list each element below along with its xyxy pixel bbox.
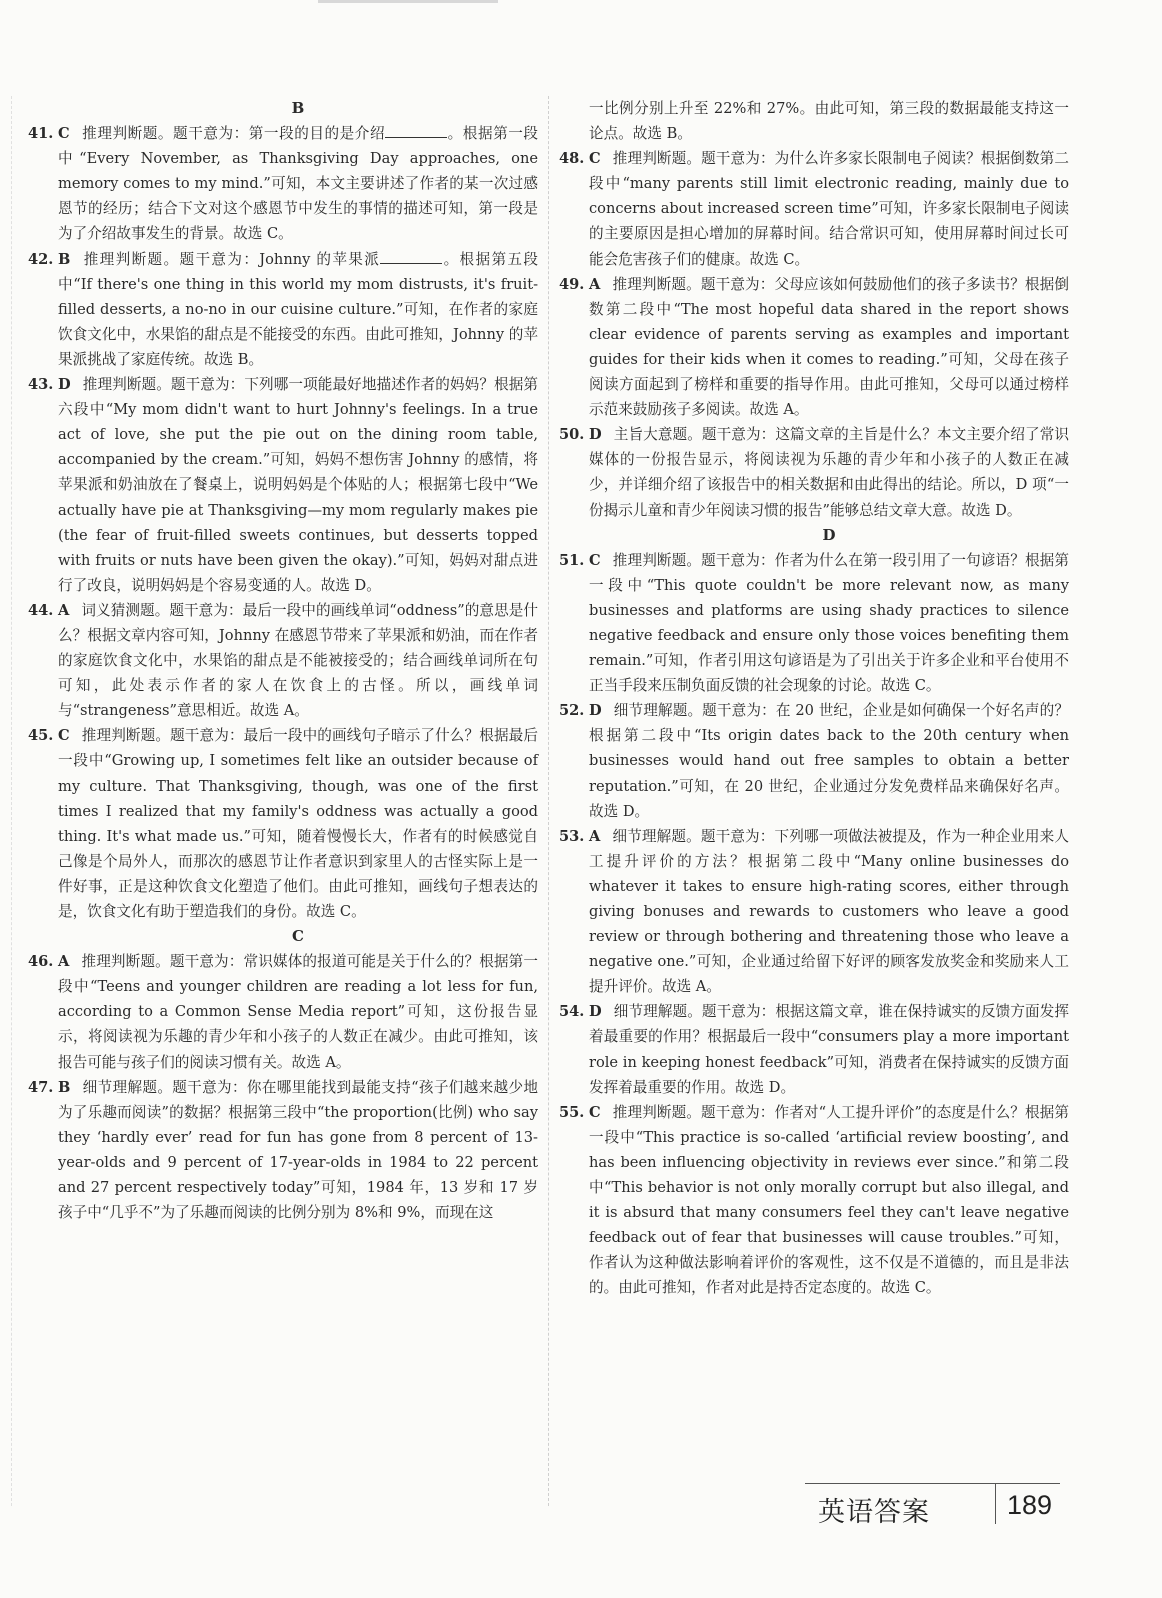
question-number: 42. bbox=[28, 250, 54, 268]
footer-label: 英语答案 bbox=[818, 1497, 930, 1528]
explanation-text: 。根据第一段中“Every November, as Thanksgiving Day approaches, one memory comes to my mind.”可知，本文主要讲述了作者的某一次过感恩节的经历；结合下文对这个感恩节中发生的事情的描述可知，第一段是为了介绍故事发生的背景。故选 C。 bbox=[58, 125, 538, 243]
answer-43 bbox=[28, 372, 538, 598]
question-number: 47. bbox=[28, 1078, 54, 1096]
explanation-text: 推理判断题。题干意为：为什么许多家长限制电子阅读？根据倒数第二段中“many parents still limit electronic reading, mainly due to concerns about increased screen time”可知，许多家长限制电子阅读的主要原因是担心增加的屏幕时间。结合常识可知，使用屏幕时间过长可能会危害孩子们的健康。故选 C。 bbox=[589, 150, 1069, 268]
question-number: 54. bbox=[559, 1003, 585, 1021]
explanation-text: 细节理解题。题干意为：在 20 世纪，企业是如何确保一个好名声的？根据第二段中“Its origin dates back to the 20th century when businesses would hand out free samples to obtain a better reputation.”可知，在 20 世纪，企业通过分发免费样品来确保好名声。故选 D。 bbox=[589, 702, 1069, 820]
answer-letter: B bbox=[58, 1078, 71, 1096]
answer-44 bbox=[28, 598, 538, 723]
explanation-text: 推理判断题。题干意为：作者对“人工提升评价”的态度是什么？根据第一段中“This practice is so-called ‘artificial review boosting’, and has been influencing objectivity in reviews ever since.”和第二段中“This behavior is not only morally corrupt but also illegal, and it is absurd that many consumers feel they can't leave negative feedback out of fear that businesses will cause troubles.”可知，作者认为这种做法影响着评价的客观性，这不仅是不道德的，而且是非法的。由此可推知，作者对此是持否定态度的。故选 C。 bbox=[589, 1103, 1069, 1297]
answer-54 bbox=[559, 999, 1069, 1099]
column-divider bbox=[548, 96, 549, 1506]
question-number: 41. bbox=[28, 125, 54, 143]
explanation-text: 推理判断题。题干意为：下列哪一项能最好地描述作者的妈妈？根据第六段中“My mom didn't want to hurt Johnny's feelings. In a true act of love, she put the pie out on the dining room table, accompanied by the cream.”可知，妈妈不想伤害 Johnny 的感情，将苹果派和奶油放在了餐桌上，说明妈妈是个体贴的人；根据第七段中“We actually have pie at Thanksgiving—my mom regularly makes pie (the fear of fruit-filled sweets continues, but desserts topped with fruits or nuts have been given the okay).”可知，妈妈对甜点进行了改良，说明妈妈是个容易变通的人。故选 D。 bbox=[58, 376, 538, 594]
explanation-text: 推理判断题。题干意为：第一段的目的是介绍 bbox=[81, 125, 386, 143]
footer-separator bbox=[995, 1484, 996, 1524]
question-number: 53. bbox=[559, 827, 585, 845]
answer-52 bbox=[559, 698, 1069, 823]
explanation-text: 词义猜测题。题干意为：最后一段中的画线单词“oddness”的意思是什么？根据文章内容可知，Johnny 在感恩节带来了苹果派和奶油，而在作者的家庭饮食文化中，水果馅的甜点是不能被接受的；结合画线单词所在句可知，此处表示作者的家人在饮食上的古怪。所以，画线单词与“strangeness”意思相近。故选 A。 bbox=[58, 601, 538, 720]
page-number: 189 bbox=[1007, 1490, 1053, 1520]
explanation-text: 推理判断题。题干意为：最后一段中的画线句子暗示了什么？根据最后一段中“Growing up, I sometimes felt like an outsider because of my culture. That Thanksgiving, though, was one of the first times I realized that my family's oddness was actually a good thing. It's what made us.”可知，随着慢慢长大，作者有的时候感觉自己像是个局外人，而那次的感恩节让作者意识到家里人的古怪实际上是一件好事，正是这种饮食文化塑造了他们。由此可推知，画线句子想表达的是，饮食文化有助于塑造我们的身份。故选 C。 bbox=[58, 727, 538, 920]
answer-letter: C bbox=[589, 150, 601, 168]
question-number: 50. bbox=[559, 426, 585, 444]
question-number: 46. bbox=[28, 953, 54, 971]
question-number: 55. bbox=[559, 1103, 585, 1121]
fill-blank bbox=[380, 249, 442, 264]
left-column bbox=[28, 96, 538, 1225]
answer-42 bbox=[28, 247, 538, 372]
question-number: 45. bbox=[28, 727, 54, 745]
answer-letter: A bbox=[589, 275, 601, 293]
answer-41 bbox=[28, 121, 538, 246]
answer-47 bbox=[28, 1075, 538, 1226]
explanation-text: 推理判断题。题干意为：Johnny 的苹果派 bbox=[82, 250, 381, 268]
explanation-text: 。根据第五段中“If there's one thing in this world my mom distrusts, it's fruit-filled desserts, a no-no in our cuisine culture.”可知，在作者的家庭饮食文化中，水果馅的甜点是不能接受的东西。由此可推知，Johnny 的苹果派挑战了家庭传统。故选 B。 bbox=[58, 250, 538, 368]
fill-blank bbox=[385, 123, 447, 138]
answer-47-continued bbox=[589, 96, 1069, 146]
answer-53 bbox=[559, 824, 1069, 1000]
answer-letter: D bbox=[58, 376, 71, 394]
explanation-text: 细节理解题。题干意为：下列哪一项做法被提及，作为一种企业用来人工提升评价的方法？根据第二段中“Many online businesses do whatever it takes to ensure high-rating scores, either through giving bonuses and rewards to customers who leave a good review or through bothering and threatening those who leave a negative one.”可知，企业通过给留下好评的顾客发放奖金和奖励来人工提升评价。故选 A。 bbox=[589, 827, 1069, 996]
question-number: 52. bbox=[559, 702, 585, 720]
explanation-text: 细节理解题。题干意为：你在哪里能找到最能支持“孩子们越来越少地为了乐趣而阅读”的数据？根据第三段中“the proportion(比例) who say they ‘hardly ever’ read for fun has gone from 8 percent of 13-year-olds and 9 percent of 17-year-olds in 1984 to 22 percent and 27 percent respectively today”可知，1984 年，13 岁和 17 岁孩子中“几乎不”为了乐趣而阅读的比例分别为 8%和 9%，而现在这 bbox=[58, 1078, 538, 1222]
answer-letter: C bbox=[58, 727, 70, 745]
right-column bbox=[559, 96, 1069, 1301]
answer-letter: A bbox=[58, 601, 70, 619]
explanation-text: 推理判断题。题干意为：作者为什么在第一段引用了一句谚语？根据第一段中“This quote couldn't be more relevant now, as many businesses and platforms are using shady practices to silence negative feedback and ensure only those voices benefiting them remain.”可知，作者引用这句谚语是为了引出关于许多企业和平台使用不正当手段来压制负面反馈的社会现象的讨论。故选 C。 bbox=[589, 551, 1069, 695]
answer-letter: C bbox=[589, 1103, 601, 1121]
answer-letter: A bbox=[58, 953, 70, 971]
section-heading-b: B bbox=[291, 99, 305, 117]
explanation-text: 推理判断题。题干意为：父母应该如何鼓励他们的孩子多读书？根据倒数第二段中“The most hopeful data shared in the report shows clear evidence of parents serving as examples and important guides for their kids when it comes to reading.”可知，父母在孩子阅读方面起到了榜样和重要的指导作用。由此可推知，父母可以通过榜样示范来鼓励孩子多阅读。故选 A。 bbox=[589, 275, 1069, 419]
explanation-text: 主旨大意题。题干意为：这篇文章的主旨是什么？本文主要介绍了常识媒体的一份报告显示，将阅读视为乐趣的青少年和小孩子的人数正在减少，并详细介绍了该报告中的相关数据和由此得出的结论。所以，D 项“一份揭示儿童和青少年阅读习惯的报告”能够总结文章大意。故选 D。 bbox=[589, 426, 1069, 519]
answer-49 bbox=[559, 272, 1069, 423]
question-number: 48. bbox=[559, 150, 585, 168]
explanation-text: 细节理解题。题干意为：根据这篇文章，谁在保持诚实的反馈方面发挥着最重要的作用？根据最后一段中“consumers play a more important role in keeping honest feedback”可知，消费者在保持诚实的反馈方面发挥着最重要的作用。故选 D。 bbox=[589, 1003, 1069, 1096]
question-number: 44. bbox=[28, 601, 54, 619]
question-number: 51. bbox=[559, 551, 585, 569]
answer-45 bbox=[28, 723, 538, 924]
answer-letter: D bbox=[589, 702, 602, 720]
answer-46 bbox=[28, 949, 538, 1074]
answer-letter: D bbox=[589, 426, 602, 444]
section-heading-d: D bbox=[822, 525, 836, 544]
page-footer bbox=[805, 1480, 1075, 1540]
answer-50 bbox=[559, 422, 1069, 522]
top-edge-mark bbox=[318, 0, 498, 3]
answer-letter: B bbox=[58, 250, 71, 268]
answer-letter: D bbox=[589, 1003, 602, 1021]
answer-51 bbox=[559, 548, 1069, 699]
answer-letter: A bbox=[589, 827, 601, 845]
answer-48 bbox=[559, 146, 1069, 271]
left-margin-rule bbox=[11, 96, 12, 1506]
question-number: 43. bbox=[28, 376, 54, 394]
footer-rule bbox=[805, 1483, 1060, 1484]
answer-letter: C bbox=[589, 551, 601, 569]
explanation-text: 一比例分别上升至 22%和 27%。由此可知，第三段的数据最能支持这一论点。故选 B。 bbox=[589, 100, 1069, 143]
explanation-text: 推理判断题。题干意为：常识媒体的报道可能是关于什么的？根据第一段中“Teens and younger children are reading a lot less for fun, according to a Common Sense Media report”可知，这份报告显示，将阅读视为乐趣的青少年和小孩子的人数正在减少。由此可推知，该报告可能与孩子们的阅读习惯有关。故选 A。 bbox=[58, 953, 538, 1071]
answer-letter: C bbox=[58, 125, 70, 143]
question-number: 49. bbox=[559, 275, 585, 293]
section-heading-c: C bbox=[292, 927, 304, 946]
answer-55 bbox=[559, 1100, 1069, 1301]
